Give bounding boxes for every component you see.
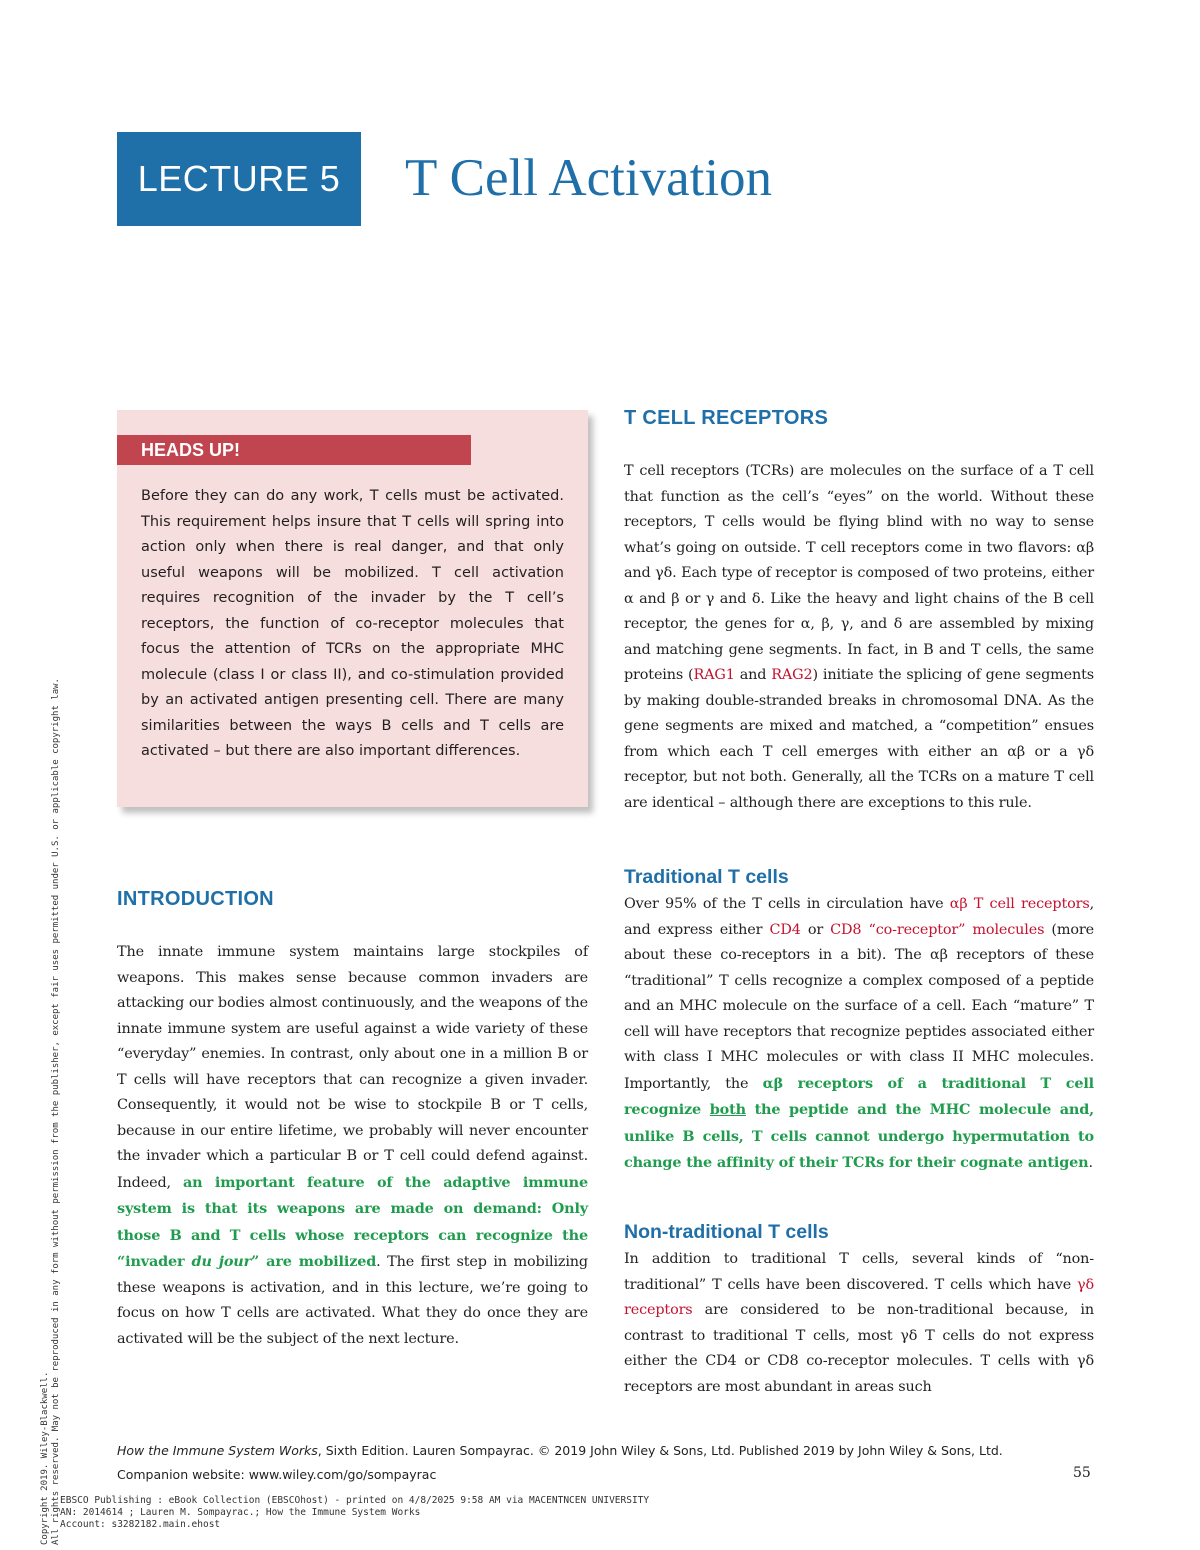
side-copyright-line2: All rights reserved. May not be reproduced in any form without permission from the publisher, except fair uses permitted under U.S. or applicable copyright law.	[51, 678, 61, 1545]
heads-up-text: Before they can do any work, T cells must be activated. This requirement helps insure that T cells will spring into action only when there is real danger, and that only useful weapons will be mobilized. T cell activation requires recognition of the invader by the T cell’s receptors, the function of co-receptor molecules that focus the attention of TCRs on the appropriate MHC molecule (class I or class II), and co-stimulation provided by an activated antigen presenting cell. There are many similarities between the ways B cells and T cells are activated – but there are also important differences.	[141, 488, 564, 759]
introduction-paragraph: The innate immune system maintains large stockpiles of weapons. This makes sense because common invaders are attacking our bodies almost continuously, and the weapons of the innate immune system are useful against a wide variety of these “everyday” enemies. In contrast, only about one in a million B or T cells will have receptors that can recognize a given invader. Consequently, it would not be wise to stockpile B or T cells, because in our entire lifetime, we probably will never encounter the invader which a particular B or T cell could defend against. Indeed, an important feature of the adaptive immune system is that its weapons are made on demand: Only those B and T cells whose receptors can recognize the “invader du jour” are mobilized. The first step in mobilizing these weapons is activation, and in this lecture, we’re going to focus on how T cells are activated. What they do once they are activated will be the subject of the next lecture.	[117, 944, 588, 1347]
rag2-term: RAG2	[771, 667, 813, 683]
traditional-paragraph: Over 95% of the T cells in circulation have αβ T cell receptors, and express either CD4 or CD8 “co-receptor” molecules (more about these co-receptors in a bit). The αβ receptors of these “traditional” T cells recognize a complex composed of a peptide and an MHC molecule on the surface of a cell. Each “mature” T cell will have receptors that recognize peptides associated either with class I MHC molecules or with class II MHC molecules. Importantly, the αβ receptors of a traditional T cell recognize both the peptide and the MHC molecule and, unlike B cells, T cells cannot undergo hypermutation to change the affinity of their TCRs for their cognate antigen.	[624, 896, 1094, 1171]
tcr-paragraph: T cell receptors (TCRs) are molecules on the surface of a T cell that function as the cell’s “eyes” on the world. Without these receptors, T cells would be flying blind with no way to sense what’s going on outside. T cell receptors come in two flavors: αβ and γδ. Each type of receptor is composed of two proteins, either α and β or γ and δ. Like the heavy and light chains of the B cell receptor, the genes for α, β, γ, and δ are assembled by mixing and matching gene segments. In fact, in B and T cells, the same proteins (RAG1 and RAG2) initiate the splicing of gene segments by making double-stranded breaks in chromosomal DNA. As the gene segments are mixed and matched, a “competition” ensues from which each T cell emerges with either an αβ or a γδ receptor, but not both. Generally, all the TCRs on a mature T cell are identical – although there are exceptions to this rule.	[624, 463, 1094, 811]
lecture-label: LECTURE 5	[137, 158, 341, 199]
rag1-term: RAG1	[693, 667, 735, 683]
companion-website: Companion website: www.wiley.com/go/sompayrac	[117, 1467, 437, 1482]
side-copyright-line1: Copyright 2019. Wiley-Blackwell.	[40, 1371, 50, 1545]
footer-citation: How the Immune System Works, Sixth Edition. Lauren Sompayrac. © 2019 John Wiley & Sons, Ltd. Published 2019 by John Wiley & Sons, Ltd.	[117, 1443, 1003, 1458]
side-copyright-notice	[40, 395, 62, 1545]
page-title: T Cell Activation	[405, 149, 773, 207]
nontraditional-paragraph: In addition to traditional T cells, several kinds of “non-traditional” T cells have been discovered. T cells which have γδ receptors are considered to be non-traditional because, in contrast to traditional T cells, most γδ T cells do not express either the CD4 or CD8 co-receptor molecules. T cells with γδ receptors are most abundant in areas such	[624, 1251, 1094, 1395]
lecture-number-box	[117, 132, 361, 226]
ebsco-watermark: EBSCO Publishing : eBook Collection (EBSCOhost) - printed on 4/8/2025 9:58 AM via MACENTNCEN UNIVERSITY AN: 2014614 ; Lauren M. Sompayrac.; How the Immune System Works Account: s3282182.main.ehost	[60, 1495, 650, 1530]
heads-up-label: HEADS UP!	[117, 435, 471, 465]
heads-up-box	[117, 410, 588, 807]
nontraditional-heading: Non-traditional T cells	[624, 1221, 829, 1243]
introduction-highlight: an important feature of the adaptive immune system is that its weapons are made on demand: Only those B and T cells whose receptors can recognize the “invader du jour” are mobilized	[117, 1173, 588, 1270]
page-number: 55	[1073, 1465, 1091, 1481]
traditional-highlight: αβ receptors of a traditional T cell recognize both the peptide and the MHC molecule and, unlike B cells, T cells cannot undergo hypermutation to change the affinity of their TCRs for their cognate antigen	[624, 1074, 1094, 1171]
book-title: How the Immune System Works	[117, 1443, 318, 1458]
traditional-heading: Traditional T cells	[624, 866, 789, 888]
tcr-heading: T CELL RECEPTORS	[624, 407, 829, 429]
introduction-heading: INTRODUCTION	[117, 888, 274, 910]
